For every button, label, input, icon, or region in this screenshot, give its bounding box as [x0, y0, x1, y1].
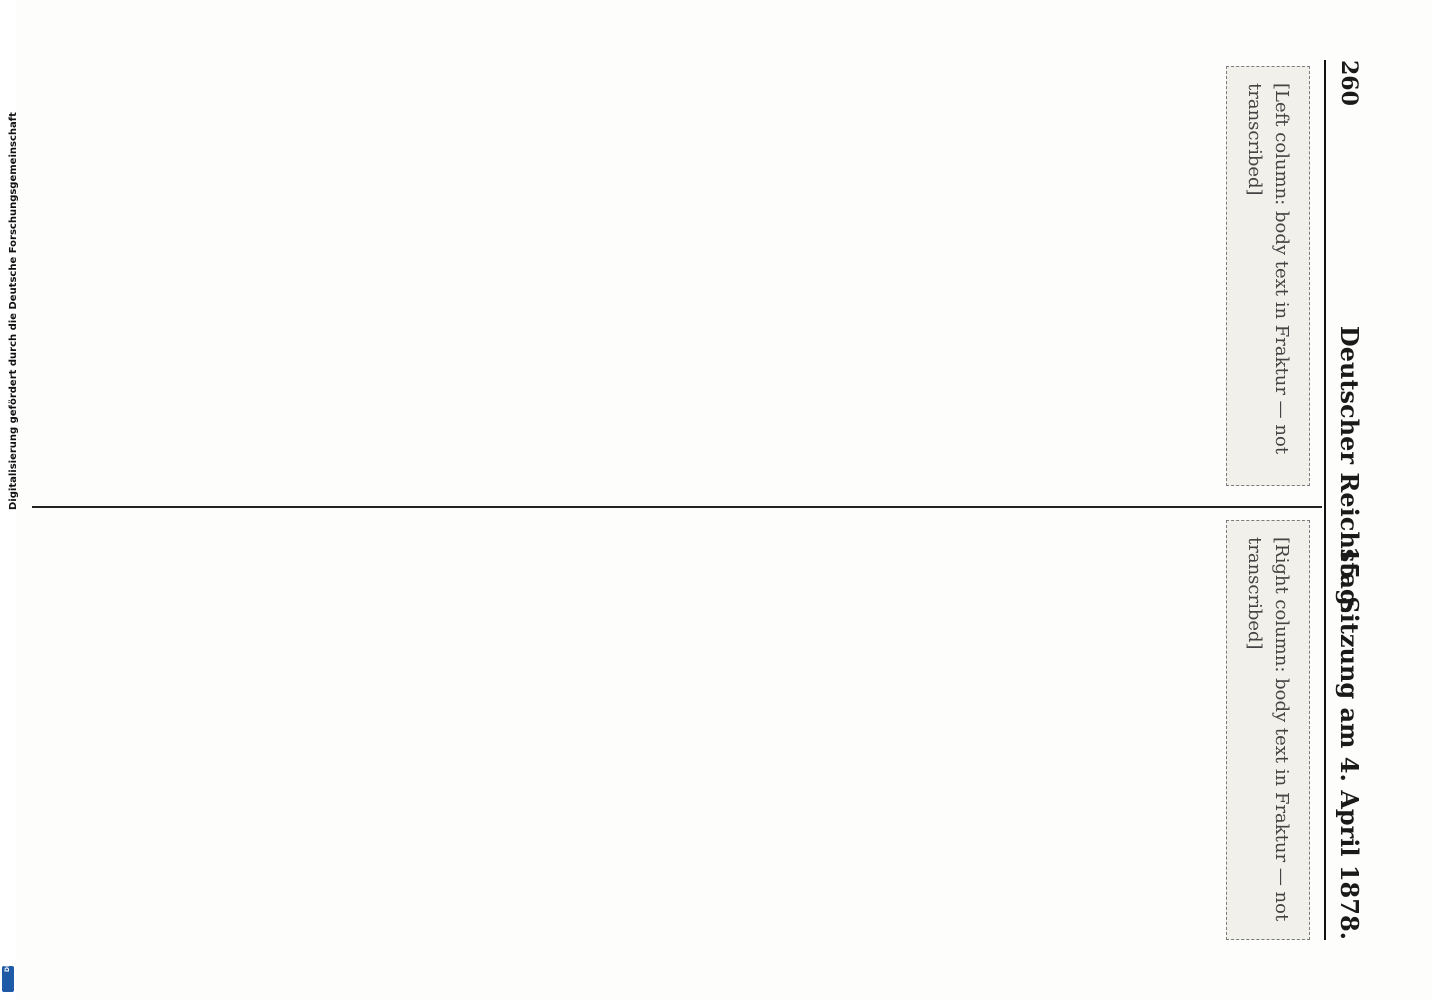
header-rule: [1324, 60, 1326, 940]
untranscribed-text-note: [Left column: body text in Fraktur — not transcribed]: [1226, 66, 1310, 486]
dfg-logo: [2, 958, 14, 992]
session-info: 15. Sitzung am 4. April 1878.: [1335, 546, 1364, 940]
digitization-strip: [0, 0, 19, 1000]
digitization-note: Digitalisierung gefördert durch die Deutsche Forschungsgemeinschaft: [8, 112, 19, 510]
text-column-right: [40, 520, 1310, 940]
text-column-left: [40, 66, 1310, 486]
page-header: [1332, 60, 1372, 940]
dfg-logo-text: DFG: [4, 958, 11, 973]
running-title: Deutscher Reichstag.: [1335, 325, 1364, 615]
page-number: 260: [1336, 60, 1362, 106]
untranscribed-text-note: [Right column: body text in Fraktur — not transcribed]: [1226, 520, 1310, 940]
column-divider: [32, 506, 1322, 508]
